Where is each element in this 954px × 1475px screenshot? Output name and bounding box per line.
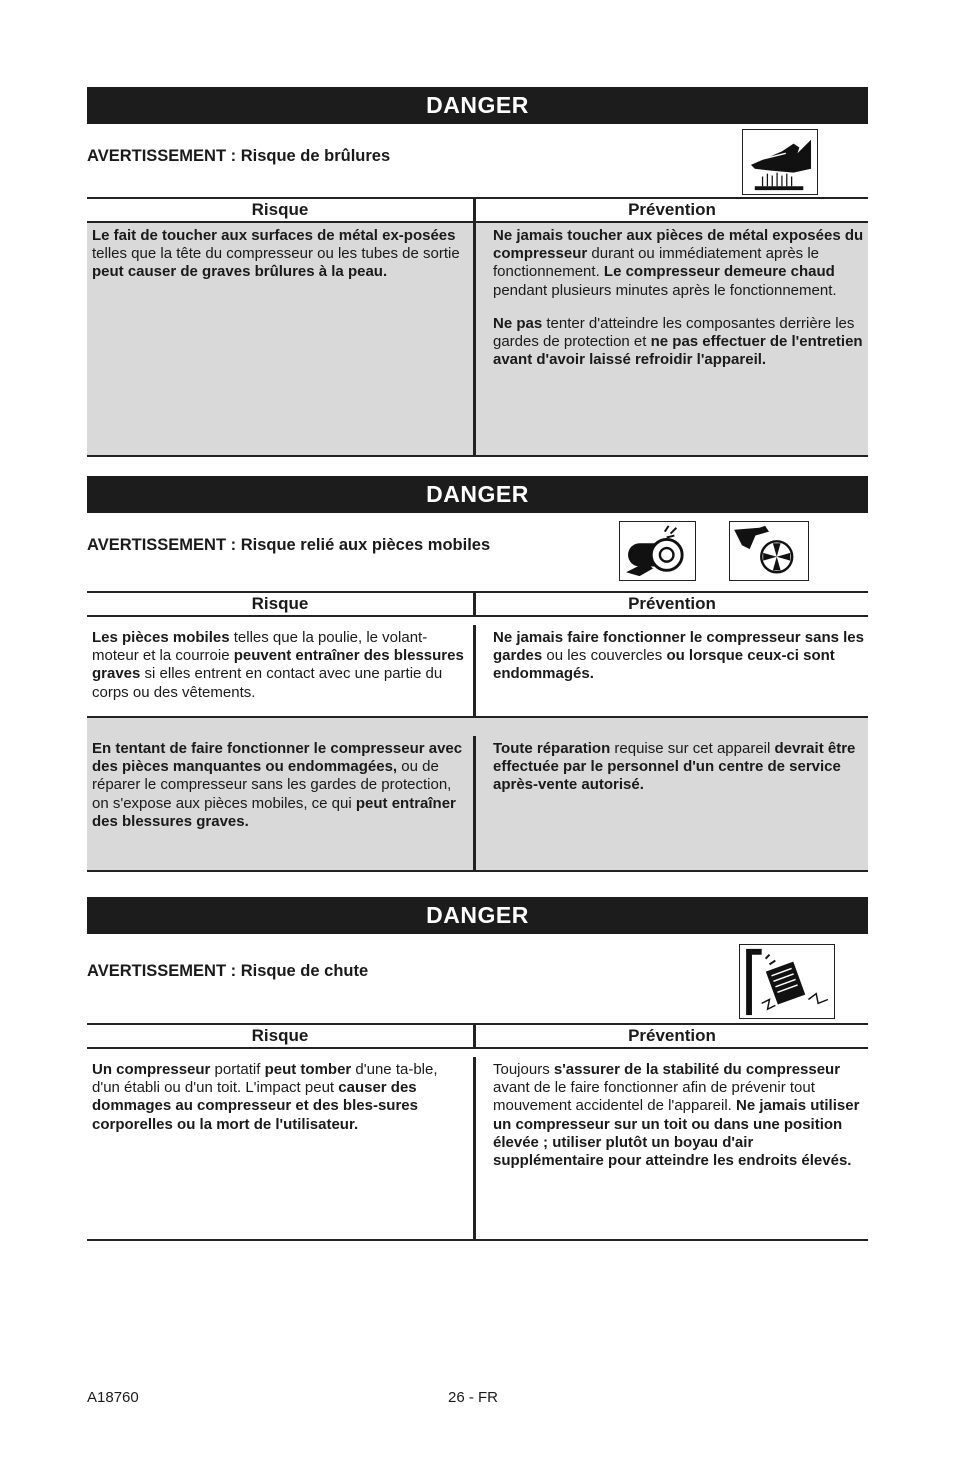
text: telles que la tête du compresseur ou les tubes de sortie [92,245,460,263]
paragraph [92,227,469,282]
danger-section-burns [87,87,868,457]
page-number: 26 - FR [448,1389,499,1406]
risk-header: Risque [251,1026,309,1045]
table-row [87,1049,868,1239]
text: telles que la poulie, le volant-moteur et la courroie [92,629,428,665]
bold-text: Le compresseur demeure chaud [603,263,835,281]
bold-text: Ne jamais utiliser un compresseur sur un toit ou dans une position élevée ; utiliser plutôt un boyau d'air supplémentaire pour atteindre les endroits élevés. [493,1097,860,1170]
bold-text: causer des dommages au compresseur et des bles-sures corporelles ou la mort de l'utilisateur. [92,1079,418,1133]
bold-text: Toute réparation [493,740,611,757]
bold-text: peut causer de graves brûlures à la peau. [92,263,388,281]
paragraph [493,227,864,300]
hot-surface-icon [742,129,818,195]
prevention-cell [473,1057,868,1239]
risk-header: Risque [251,200,309,219]
danger-banner: DANGER [87,87,868,124]
risk-cell [87,1057,473,1239]
bold-text: Ne jamais toucher aux pièces de métal exposées du compresseur [493,227,864,263]
danger-section-fall [87,897,868,1247]
paragraph [493,629,864,684]
table-header [87,1025,868,1049]
warning-title: AVERTISSEMENT : Risque relié aux pièces mobiles [87,536,491,554]
table-row [87,617,868,716]
prevention-cell [473,625,868,716]
text: requise sur cet appareil [610,740,775,757]
danger-banner: DANGER [87,897,868,934]
table-header [87,593,868,617]
risk-header: Risque [251,594,309,613]
bold-text: Ne jamais faire fonctionner le compresseur sans les gardes [493,629,864,665]
prevention-header: Prévention [473,199,868,221]
fan-hazard-icon [729,521,809,581]
bold-text: Ne pas [493,314,543,332]
risk-table [87,591,868,872]
paragraph [92,629,469,702]
text: d'une ta-ble, d'un établi ou d'un toit. L'impact peut [92,1061,438,1097]
danger-section-moving-parts [87,476,868,876]
paragraph [493,315,864,370]
text: si elles entrent en contact avec une partie du corps ou des vêtements. [92,665,443,701]
bold-text: Un compresseur [92,1061,211,1078]
bold-text: ou lorsque ceux-ci sont endommagés. [493,647,835,683]
text: ou les couvercles [542,647,667,665]
bold-text: devrait être effectuée par le personnel d'un centre de service après-vente autorisé. [493,740,856,794]
bold-text: Le fait de toucher aux surfaces de métal ex-posées [92,227,456,244]
risk-cell [87,223,473,455]
text: Toujours [493,1061,554,1078]
belt-pulley-hazard-icon [619,521,696,581]
bold-text: peuvent entraîner des blessures graves [92,647,464,683]
bold-text: En tentant de faire fonctionner le compresseur avec des pièces manquantes ou endommagées, [92,740,463,776]
document-id: A18760 [87,1389,139,1406]
prevention-cell [473,223,868,455]
risk-table [87,1023,868,1241]
paragraph [92,1061,469,1134]
text: portatif [210,1061,265,1078]
text: tenter d'atteindre les composantes derrière les gardes de protection et [493,314,855,351]
risk-cell [87,736,473,870]
table-header [87,199,868,223]
text: durant ou immédiatement après le fonctionnement. [493,245,820,281]
paragraph [92,740,469,831]
paragraph [493,1061,864,1170]
warning-title: AVERTISSEMENT : Risque de brûlures [87,147,391,165]
prevention-header: Prévention [473,1025,868,1047]
prevention-cell [473,736,868,870]
text: avant de le faire fonctionner afin de prévenir tout mouvement accidentel de l'appareil. [493,1079,815,1115]
table-row [87,716,868,870]
bold-text: Les pièces mobiles [92,629,230,646]
bold-text: ne pas effectuer de l'entretien avant d'avoir laissé refroidir l'appareil. [493,333,863,369]
falling-compressor-icon [739,944,835,1019]
text: pendant plusieurs minutes après le fonctionnement. [493,281,837,299]
warning-title: AVERTISSEMENT : Risque de chute [87,962,369,980]
risk-table [87,197,868,457]
text: ou de réparer le compresseur sans les gardes de protection, on s'expose aux pièces mobiles, ce qui [92,758,452,812]
danger-banner: DANGER [87,476,868,513]
bold-text: s'assurer de la stabilité du compresseur [553,1061,841,1078]
bold-text: peut tomber [264,1061,352,1078]
prevention-header: Prévention [473,593,868,615]
paragraph [493,740,864,795]
bold-text: peut entraîner des blessures graves. [92,794,456,830]
risk-cell [87,625,473,716]
table-row [87,223,868,455]
